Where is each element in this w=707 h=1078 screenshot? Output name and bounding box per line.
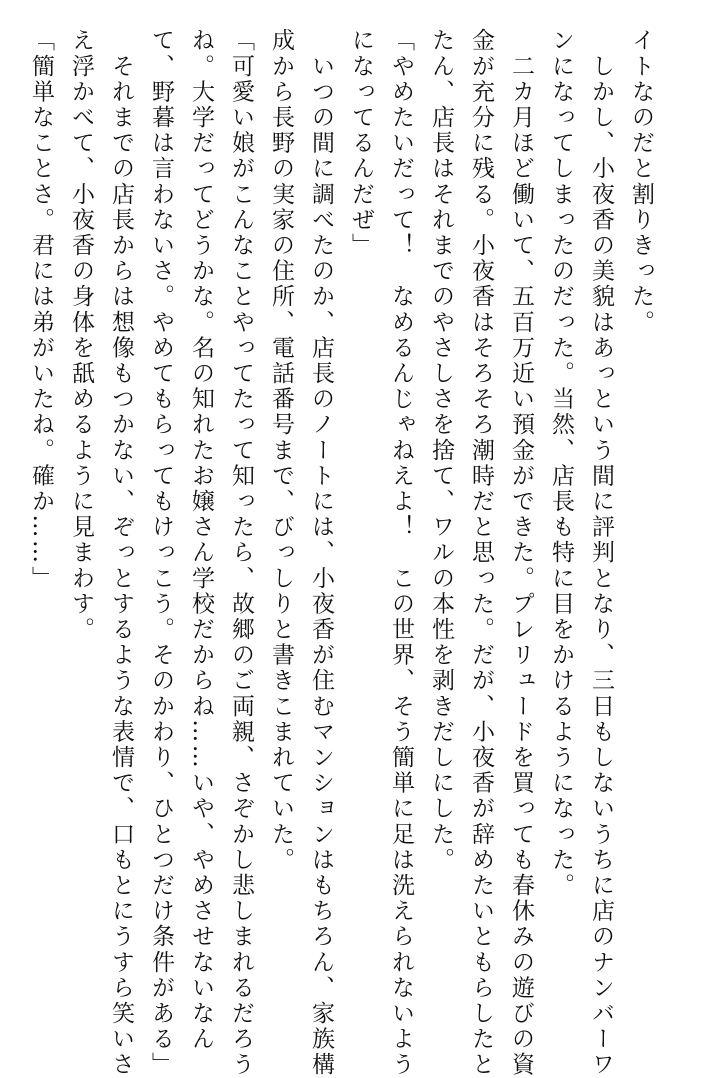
text-line-11: 「可愛い娘がこんなことやってたって知ったら、故郷のご両親、さぞかし悲しまれるだろう: [228, 28, 254, 1078]
text-line-6: たん、店長はそれまでのやさしさを捨て、ワルの本性を剥きだしにした。: [428, 28, 454, 873]
text-line-7: 「やめたいだって！ なめるんじゃねえよ！ この世界、そう簡単に足は洗えられないよう: [388, 28, 414, 1078]
text-line-1: イトなのだと割りきった。: [628, 28, 654, 336]
text-line-14: それまでの店長からは想像もつかない、ぞっとするような表情で、口もとにうすら笑いさ: [108, 28, 134, 1078]
text-line-12: ね。大学だってどうかな。名の知れたお嬢さん学校だからね……いや、やめさせないなん: [188, 28, 214, 1052]
text-line-15: え浮かべて、小夜香の身体を舐めるように見まわす。: [68, 28, 94, 643]
text-line-9: いつの間に調べたのか、店長のノートには、小夜香が住むマンションはもちろん、家族構: [308, 28, 334, 1078]
text-line-5: 金が充分に残る。小夜香はそろそろ潮時だと思った。だが、小夜香が辞めたいともらしたと: [468, 28, 494, 1078]
text-line-16: 「簡単なことさ。君には弟がいたね。確か……」: [28, 28, 54, 592]
text-line-3: ンになってしまったのだった。当然、店長も特に目をかけるようになった。: [548, 28, 574, 899]
text-line-10: 成から長野の実家の住所、電話番号まで、びっしりと書きこまれていた。: [268, 28, 294, 873]
text-line-4: 二カ月ほど働いて、五百万近い預金ができた。プレリュードを買っても春休みの遊びの資: [508, 28, 534, 1078]
text-line-8: になってるんだぜ」: [348, 28, 374, 259]
text-line-13: て、野暮は言わないさ。やめてもらってもけっこう。そのかわり、ひとつだけ条件がある」: [148, 28, 174, 1078]
text-line-2: しかし、小夜香の美貌はあっという間に評判となり、三日もしないうちに店のナンバーワ: [588, 28, 614, 1078]
